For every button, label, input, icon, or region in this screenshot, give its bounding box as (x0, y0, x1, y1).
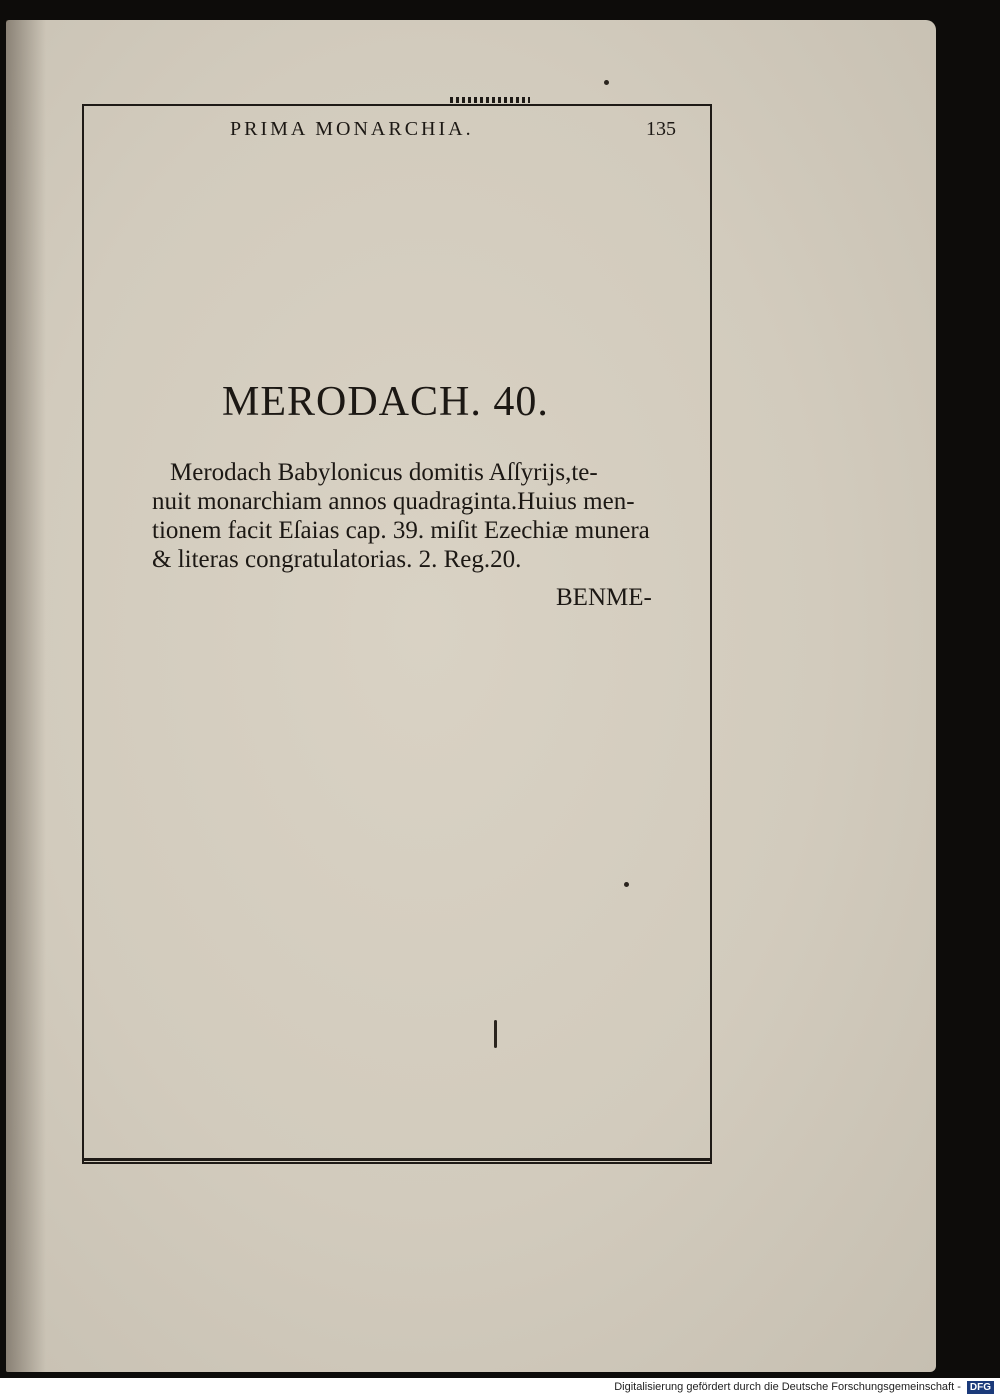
page-frame (82, 104, 712, 1164)
ink-speck (494, 1020, 497, 1048)
body-line: & literas congratulatorias. 2. Reg.20. (152, 546, 522, 573)
ink-speck (624, 882, 629, 887)
body-line: Merodach Babylonicus domitis Aſſyrijs,te- (170, 459, 598, 486)
section-title: MERODACH. 40. (222, 379, 549, 425)
ornament-rule (450, 97, 530, 103)
body-line: tionem facit Eſaias cap. 39. miſit Ezechiæ munera (152, 517, 650, 544)
running-head: PRIMA MONARCHIA. (230, 118, 474, 140)
body-paragraph (152, 458, 692, 574)
dfg-logo: DFG (967, 1381, 994, 1394)
gutter-shadow (6, 20, 46, 1372)
footer-credit: Digitalisierung gefördert durch die Deutsche Forschungsgemeinschaft - (614, 1381, 961, 1393)
bottom-rule (82, 1158, 712, 1161)
body-line: nuit monarchiam annos quadraginta.Huius men- (152, 488, 635, 515)
catchword: BENME- (556, 584, 652, 611)
footer-bar (0, 1378, 1000, 1397)
ink-speck (604, 80, 609, 85)
page-number: 135 (646, 118, 676, 140)
